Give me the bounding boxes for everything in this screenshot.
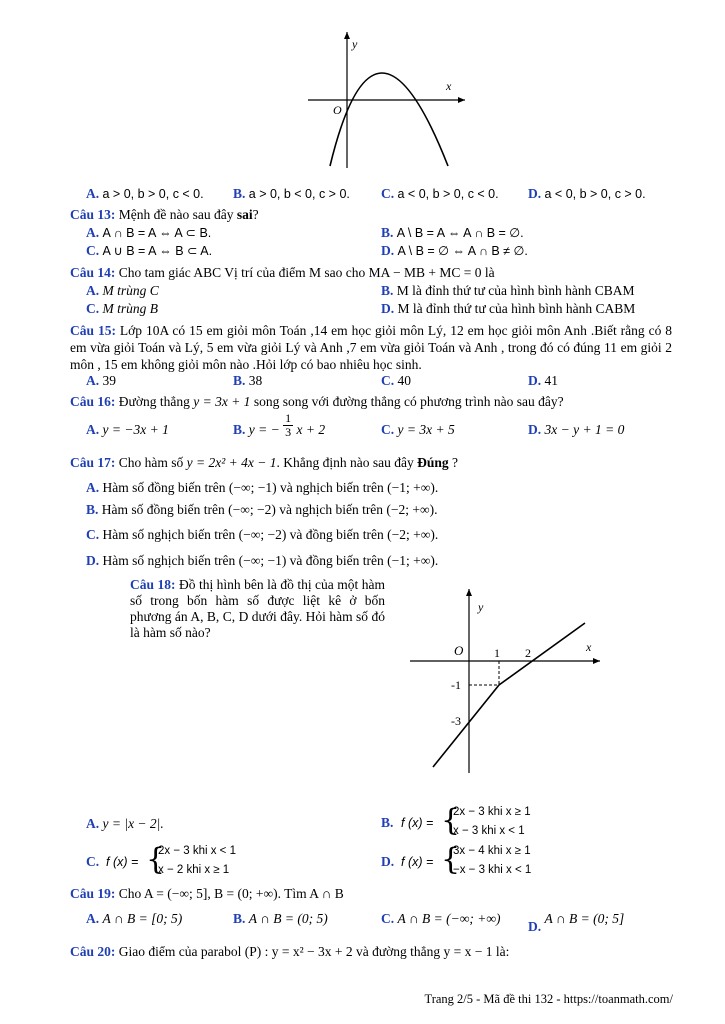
option-text: Hàm số nghịch biến trên (−∞; −2) và đồng biến trên (−2; +∞).	[102, 527, 439, 542]
q19-stem	[70, 886, 344, 902]
piecewise-lhs: f (x) =	[106, 855, 139, 869]
option-letter: B.	[381, 815, 394, 830]
q14-option-b[interactable]	[381, 283, 635, 299]
fraction-denominator: 3	[285, 425, 292, 439]
fraction-numerator: 1	[285, 411, 292, 425]
q15-option-a[interactable]	[86, 373, 116, 389]
option-letter: A.	[86, 283, 100, 298]
question-label: Câu 14:	[70, 265, 116, 280]
piecewise-lhs: f (x) =	[401, 816, 434, 830]
piecewise-row-1: 2x − 3 khi x < 1	[158, 845, 236, 857]
option-text: 3x − y + 1 = 0	[544, 422, 625, 437]
option-text: 39	[102, 373, 116, 388]
option-letter: B.	[233, 422, 246, 437]
piecewise-row-1: 3x − 4 khi x ≥ 1	[453, 845, 531, 857]
option-letter: D.	[528, 186, 542, 201]
option-letter: A.	[86, 186, 100, 201]
option-text: M là đỉnh thứ tư của hình bình hành CABM	[397, 301, 636, 316]
option-letter: A.	[86, 911, 100, 926]
parabola-curve	[330, 73, 448, 166]
piecewise-row-2: x − 3 khi x < 1	[453, 825, 525, 837]
parabola-figure	[300, 28, 470, 173]
q12-option-a[interactable]	[86, 186, 204, 202]
x-axis-label: x	[446, 79, 452, 93]
option-letter: A.	[86, 480, 100, 495]
q16-option-d[interactable]	[528, 422, 624, 438]
option-letter: D.	[381, 243, 395, 258]
option-letter: D.	[86, 553, 100, 568]
option-letter: C.	[86, 301, 100, 316]
option-text: a > 0, b < 0, c > 0.	[248, 187, 350, 201]
option-text: y = |x − 2|.	[102, 816, 164, 831]
option-text: 40	[397, 373, 411, 388]
option-letter: D.	[381, 854, 395, 869]
q18-stem	[130, 577, 385, 641]
q15-option-d[interactable]	[528, 373, 558, 389]
option-letter: C.	[86, 854, 100, 869]
q15-option-c[interactable]	[381, 373, 411, 389]
q12-option-b[interactable]	[233, 186, 350, 202]
option-text: M trùng C	[102, 283, 159, 298]
option-text: y = −3x + 1	[102, 422, 169, 437]
question-text: Mệnh đề nào sau đây	[118, 207, 234, 222]
origin-label: O	[333, 103, 342, 117]
q15-option-b[interactable]	[233, 373, 262, 389]
option-letter: C.	[86, 243, 100, 258]
option-text: A ∪ B = A ⇔ B ⊂ A.	[102, 244, 213, 258]
q19-option-a[interactable]	[86, 911, 182, 927]
question-label: Câu 16:	[70, 394, 116, 409]
option-letter: C.	[381, 186, 395, 201]
q17-option-a[interactable]	[86, 480, 438, 496]
option-letter: B.	[233, 373, 246, 388]
option-text: A ∩ B = (0; 5)	[248, 911, 328, 926]
question-label: Câu 18:	[130, 577, 176, 592]
option-letter: C.	[381, 373, 395, 388]
q17-option-c[interactable]	[86, 527, 438, 543]
q17-option-b[interactable]	[86, 502, 438, 518]
question-label: Câu 19:	[70, 886, 116, 901]
question-text: Cho A = (−∞; 5], B = (0; +∞). Tìm A ∩ B	[118, 886, 344, 901]
option-text: A ∩ B = (−∞; +∞)	[397, 911, 501, 926]
piecewise-row-2: x − 2 khi x ≥ 1	[158, 864, 230, 876]
origin-label: O	[454, 643, 464, 658]
option-text: A ∩ B = (0; 5]	[544, 911, 625, 926]
q17-stem	[70, 455, 458, 471]
option-letter: C.	[381, 422, 395, 437]
option-letter: A.	[86, 373, 100, 388]
q12-option-c[interactable]	[381, 186, 499, 202]
brace-icon: {	[146, 842, 166, 877]
q20-stem	[70, 944, 509, 960]
tick-x-2: 2	[525, 646, 531, 660]
q14-option-a[interactable]	[86, 283, 159, 299]
question-text: Lớp 10A có 15 em giỏi môn Toán ,14 em học giỏi môn Lý, 12 em học giỏi môn Anh .Biết rằng có 8 em vừa giỏi Toán và Lý, 5 em vừa giỏi Lý và Anh ,7 em vừa giỏi Toán và Anh , trong đó có đúng 11 em giỏi 2 môn , 15 em không giỏi môn nào .Hỏi lớp có bao nhiêu học sinh.	[70, 323, 673, 372]
brace-icon: {	[441, 803, 461, 838]
option-text: Hàm số đồng biến trên (−∞; −1) và nghịch biến trên (−1; +∞).	[102, 480, 439, 495]
option-text: 41	[544, 373, 558, 388]
option-letter: B.	[381, 225, 394, 240]
q13-option-c[interactable]	[86, 243, 212, 259]
option-letter: B.	[381, 283, 394, 298]
option-text-pre: y = −	[248, 422, 280, 437]
option-text: A \ B = ∅ ⇔ A ∩ B ≠ ∅.	[397, 244, 528, 258]
question-equation: y = 3x + 1	[193, 394, 251, 409]
option-text: a > 0, b > 0, c < 0.	[102, 187, 204, 201]
q16-option-a[interactable]	[86, 422, 169, 438]
option-letter: C.	[381, 911, 395, 926]
page-footer: Trang 2/5 - Mã đề thi 132 - https://toanmath.com/	[424, 992, 673, 1006]
tick-y-minus-1: -1	[451, 678, 461, 692]
option-letter: A.	[86, 816, 100, 831]
option-letter: C.	[86, 527, 100, 542]
q16-option-c[interactable]	[381, 422, 455, 438]
q19-option-d[interactable]	[528, 911, 625, 934]
option-letter: D.	[528, 919, 542, 934]
piecewise-graph-figure	[405, 585, 605, 775]
question-label: Câu 17:	[70, 455, 116, 470]
option-text: M trùng B	[102, 301, 158, 316]
q14-stem	[70, 265, 495, 281]
tick-y-minus-3: -3	[451, 714, 461, 728]
option-text: Hàm số đồng biến trên (−∞; −2) và nghịch biến trên (−2; +∞).	[101, 502, 438, 517]
q13-option-a[interactable]	[86, 225, 211, 241]
q16-option-b[interactable]	[233, 412, 325, 439]
y-axis-label: y	[352, 37, 358, 51]
option-text-post: x + 2	[296, 422, 326, 437]
question-label: Câu 13:	[70, 207, 116, 222]
question-emphasis: sai	[236, 207, 253, 222]
brace-icon: {	[441, 842, 461, 877]
option-text: Hàm số nghịch biến trên (−∞; −1) và đồng biến trên (−1; +∞).	[102, 553, 439, 568]
option-text: 38	[248, 373, 263, 388]
option-letter: B.	[233, 911, 246, 926]
tick-x-1: 1	[494, 646, 500, 660]
q16-stem	[70, 394, 564, 410]
option-letter: D.	[528, 422, 542, 437]
option-text: y = 3x + 5	[397, 422, 455, 437]
question-label: Câu 15:	[70, 323, 116, 338]
option-text: A ∩ B = [0; 5)	[102, 911, 183, 926]
q15-stem	[70, 322, 672, 373]
option-text: A ∩ B = A ⇔ A ⊂ B.	[102, 226, 212, 240]
option-text: M là đỉnh thứ tư của hình bình hành CBAM	[396, 283, 635, 298]
piecewise-row-2: −x − 3 khi x < 1	[453, 864, 532, 876]
piecewise-lhs: f (x) =	[401, 855, 434, 869]
option-letter: A.	[86, 225, 100, 240]
option-letter: D.	[528, 373, 542, 388]
option-text: a < 0, b > 0, c > 0.	[544, 187, 646, 201]
question-equation: y = 2x² + 4x − 1	[186, 455, 277, 470]
question-label: Câu 20:	[70, 944, 116, 959]
option-letter: B.	[233, 186, 246, 201]
q12-option-d[interactable]	[528, 186, 646, 202]
question-text-end: song song với đường thẳng có phương trình nào sau đây?	[253, 394, 564, 409]
question-end: ?	[452, 455, 459, 470]
question-text: Cho hàm số	[118, 455, 184, 470]
question-text: Cho tam giác ABC Vị trí của điểm M sao cho MA − MB + MC = 0 là	[118, 265, 495, 280]
question-text-end: . Khẳng định nào sau đây	[276, 455, 414, 470]
option-text: a < 0, b > 0, c < 0.	[397, 187, 499, 201]
q18-option-a[interactable]	[86, 816, 164, 832]
option-text: A \ B = A ⇔ A ∩ B = ∅.	[396, 226, 524, 240]
x-axis-label: x	[586, 640, 592, 654]
q19-option-c[interactable]	[381, 911, 500, 927]
question-text: Đường thẳng	[118, 394, 190, 409]
option-letter: D.	[381, 301, 395, 316]
q13-option-d[interactable]	[381, 243, 528, 259]
q14-option-c[interactable]	[86, 301, 158, 317]
q13-stem	[70, 207, 259, 223]
question-emphasis: Đúng	[417, 455, 449, 470]
q13-option-b[interactable]	[381, 225, 524, 241]
piecewise-row-1: 2x − 3 khi x ≥ 1	[453, 806, 531, 818]
question-text: Giao điểm của parabol (P) : y = x² − 3x + 2 và đường thẳng y = x − 1 là:	[118, 944, 510, 959]
option-letter: A.	[86, 422, 100, 437]
q19-option-b[interactable]	[233, 911, 328, 927]
question-end: ?	[252, 207, 259, 222]
y-axis-label: y	[478, 600, 484, 614]
fraction	[283, 412, 293, 439]
option-letter: B.	[86, 502, 99, 517]
q14-option-d[interactable]	[381, 301, 635, 317]
question-text: Đồ thị hình bên là đồ thị của một hàm số trong bốn hàm số được liệt kê ở bốn phương án A, B, C, D dưới đây. Hỏi hàm số đó là hàm số nào?	[130, 577, 385, 640]
q17-option-d[interactable]	[86, 553, 438, 569]
